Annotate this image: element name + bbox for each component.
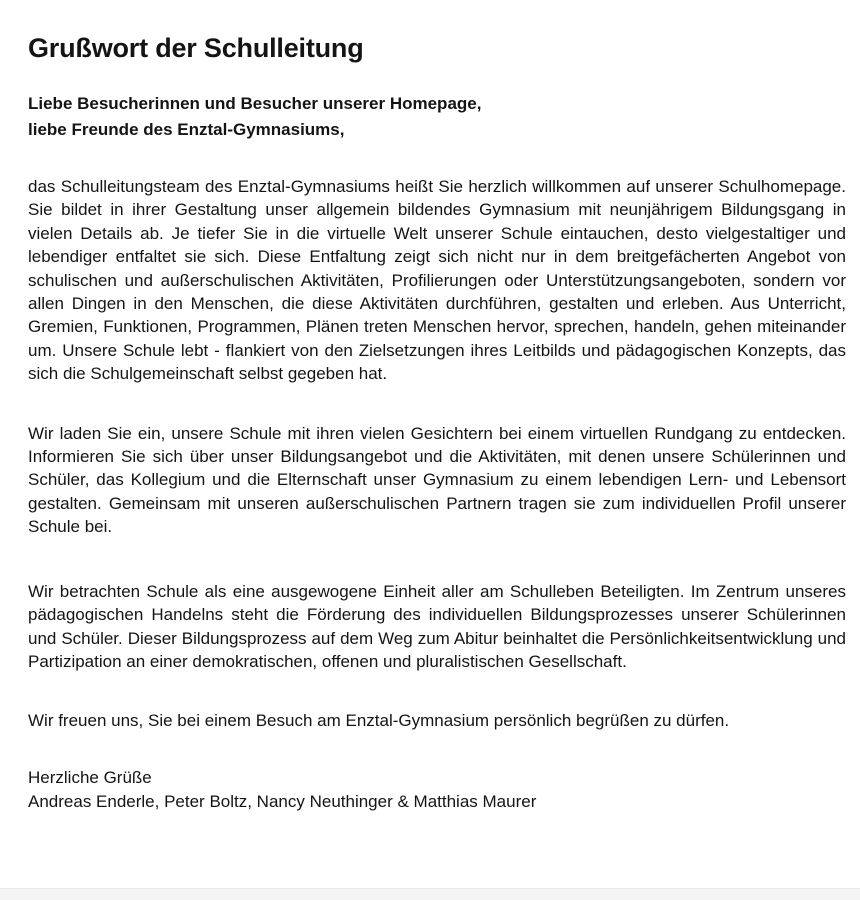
salutation-line-1: Liebe Besucherinnen und Besucher unserer Homepage,	[28, 94, 482, 113]
paragraph-welcome: das Schulleitungsteam des Enztal-Gymnasiums heißt Sie herzlich willkommen auf unserer Schulhomepage. Sie bildet in ihrer Gestaltung unser allgemein bildendes Gymnasium mit neunjährigem Bildungsgang in vielen Details ab. Je tiefer Sie in die virtuelle Welt unserer Schule eintauchen, desto vielgestaltiger und lebendiger entfaltet sie sich. Diese Entfaltung zeigt sich nicht nur in dem breitgefächerten Angebot von schulischen und außerschulischen Aktivitäten, Profilierungen oder Unterstützungsangeboten, sondern vor allen Dingen in den Menschen, die diese Aktivitäten durchführen, gestalten und erleben. Aus Unterricht, Gremien, Funktionen, Programmen, Plänen treten Menschen hervor, sprechen, handeln, gehen miteinander um. Unsere Schule lebt - flankiert von den Zielsetzungen ihres Leitbilds und pädagogischen Konzepts, das sich die Schulgemeinschaft selbst gegeben hat.	[28, 177, 846, 384]
signoff-names: Andreas Enderle, Peter Boltz, Nancy Neuthinger & Matthias Maurer	[28, 791, 537, 811]
signoff	[28, 766, 846, 814]
greeting-article	[28, 33, 846, 814]
page-title: Grußwort der Schulleitung	[28, 33, 364, 63]
salutation	[28, 91, 846, 143]
paragraph-philosophy: Wir betrachten Schule als eine ausgewogene Einheit aller am Schulleben Beteiligten. Im Zentrum unseres pädagogischen Handelns steht die Förderung des individuellen Bildungsprozesses unserer Schülerinnen und Schüler. Dieser Bildungsprozess auf dem Weg zum Abitur beinhaltet die Persönlichkeitsentwicklung und Partizipation an einer demokratischen, offenen und pluralistischen Gesellschaft.	[28, 581, 846, 671]
paragraph-invitation: Wir laden Sie ein, unsere Schule mit ihren vielen Gesichtern bei einem virtuellen Rundgang zu entdecken. Informieren Sie sich über unser Bildungsangebot und die Aktivitäten, mit denen unsere Schülerinnen und Schüler, das Kollegium und die Elternschaft unser Gymnasium zu einem lebendigen Lern- und Lebensort gestalten. Gemeinsam mit unseren außerschulischen Partnern tragen sie zum individuellen Profil unserer Schule bei.	[28, 423, 846, 537]
paragraph-closing: Wir freuen uns, Sie bei einem Besuch am Enztal-Gymnasium persönlich begrüßen zu dürfen.	[28, 711, 730, 731]
footer-bar	[0, 888, 860, 900]
salutation-line-2: liebe Freunde des Enztal-Gymnasiums,	[28, 120, 345, 139]
signoff-greeting: Herzliche Grüße	[28, 767, 152, 787]
